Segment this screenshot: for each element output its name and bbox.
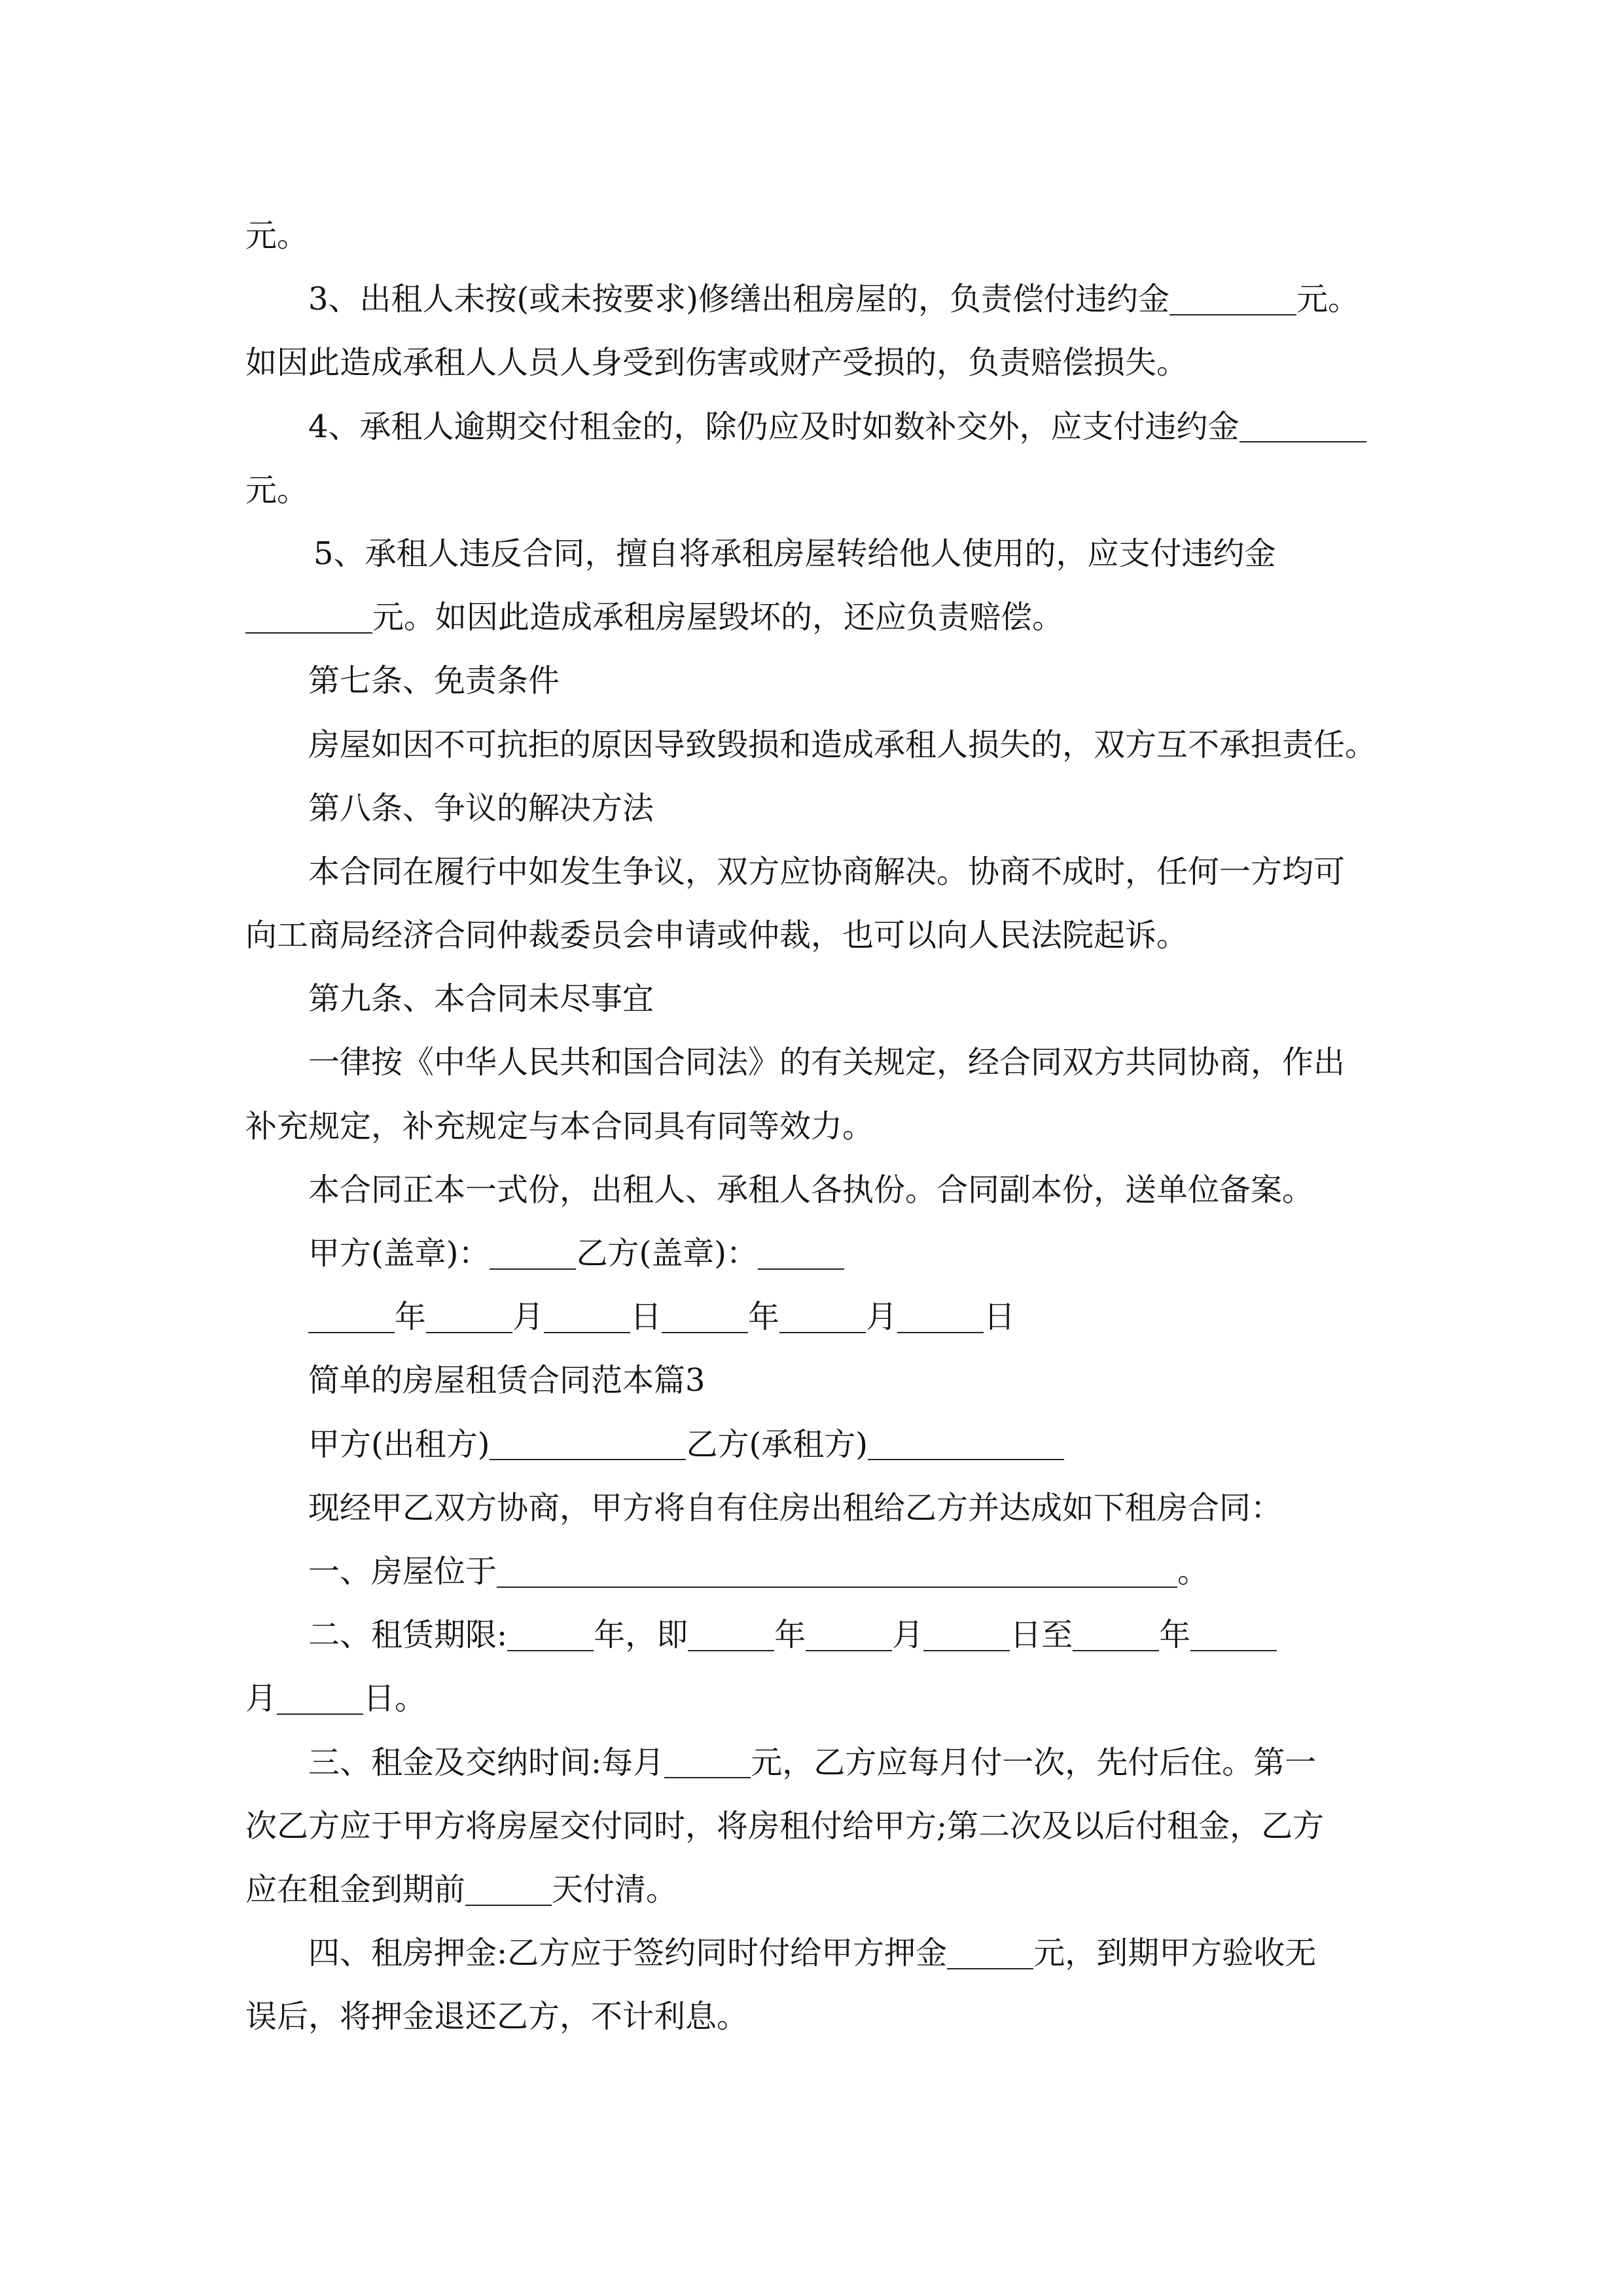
blank-field [1073, 1617, 1159, 1651]
blank-field [308, 1299, 395, 1333]
line-text: 如因此造成承租人人员人身受到伤害或财产受损的，负责赔偿损失。 [245, 344, 1188, 382]
party-a-label: 甲方(出租方) [308, 1426, 490, 1463]
blank-field [1190, 1617, 1277, 1651]
paragraph-line [245, 1158, 1378, 1222]
line-text: 四、租房押金:乙方应于签约同时付给甲方押金 [308, 1935, 948, 1972]
article-9-heading [245, 967, 1378, 1031]
line-text: 次乙方应于甲方将房屋交付同时，将房租付给甲方;第二次及以后付租金，乙方 [245, 1807, 1325, 1844]
paragraph-line [245, 1858, 1378, 1922]
line-text: 。 [1177, 1552, 1209, 1590]
blank-field [806, 1617, 892, 1651]
line-text: 三、租金及交纳时间:每月 [308, 1744, 665, 1781]
blank-field [897, 1299, 984, 1333]
date-label: 日 [984, 1299, 1016, 1336]
date-label: 日 [630, 1299, 662, 1336]
date-label: 月 [866, 1299, 898, 1336]
paragraph-line [245, 459, 1378, 522]
paragraph-line [245, 1985, 1378, 2049]
line-text: 元。 [245, 217, 309, 254]
date-line [245, 1285, 1378, 1349]
rent-line [245, 1731, 1378, 1795]
line-text: 天付清。 [552, 1871, 678, 1908]
blank-field [758, 1235, 844, 1269]
line-text: 元。 [245, 471, 309, 509]
signature-line [245, 1222, 1378, 1285]
paragraph-line [245, 840, 1378, 904]
clause-3-line [245, 268, 1378, 331]
blank-field [1240, 408, 1366, 442]
line-text: 一、房屋位于 [308, 1552, 497, 1590]
line-text: 一律按《中华人民共和国合同法》的有关规定，经合同双方共同协商，作出 [308, 1044, 1346, 1081]
paragraph-line [245, 586, 1378, 649]
blank-field [662, 1299, 748, 1333]
paragraph-line [245, 1795, 1378, 1858]
party-b-label: 乙方(承租方) [686, 1426, 868, 1463]
parties-line [245, 1413, 1378, 1477]
line-text: 年 [774, 1617, 806, 1654]
line-text: 日至 [1010, 1617, 1073, 1654]
line-text: 日。 [363, 1680, 427, 1717]
paragraph-line [245, 331, 1378, 395]
lease-term-line [245, 1604, 1378, 1667]
line-text: 元，到期甲方验收无 [1033, 1935, 1317, 1972]
blank-field [490, 1235, 576, 1269]
paragraph-line [245, 204, 1378, 268]
contract-body [245, 204, 1378, 2049]
clause-5-line [245, 522, 1378, 586]
date-label: 年 [395, 1299, 427, 1336]
line-text: 应在租金到期前 [245, 1871, 466, 1908]
house-location-line [245, 1540, 1378, 1604]
clause-4-line [245, 395, 1378, 459]
paragraph-line [245, 713, 1378, 777]
blank-field [947, 1935, 1033, 1969]
line-text: 误后，将押金退还乙方，不计利息。 [245, 1998, 749, 2036]
line-text: 房屋如因不可抗拒的原因导致毁损和造成承租人损失的，双方互不承担责任。 [308, 726, 1377, 763]
section-title [245, 1349, 1378, 1412]
line-text: 5、承租人违反合同，擅自将承租房屋转给他人使用的，应支付违约金 [313, 535, 1276, 572]
paragraph-line [245, 1477, 1378, 1540]
line-text: 年 [1159, 1617, 1191, 1654]
paragraph-line [245, 1667, 1378, 1731]
blank-field [1169, 281, 1296, 315]
line-text: 第九条、本合同未尽事宜 [308, 980, 654, 1018]
line-text: 元，乙方应每月付一次，先付后住。第一 [751, 1744, 1317, 1781]
date-label: 月 [512, 1299, 544, 1336]
line-text: 4、承租人逾期交付租金的，除仍应及时如数补交外，应支付违约金 [308, 408, 1240, 445]
line-text: 年，即 [594, 1617, 688, 1654]
line-text: 向工商局经济合同仲裁委员会申请或仲裁，也可以向人民法院起诉。 [245, 917, 1188, 954]
blank-field [426, 1299, 512, 1333]
line-text: 二、租赁期限: [308, 1617, 508, 1654]
line-text: 月 [892, 1617, 924, 1654]
paragraph-line [245, 904, 1378, 967]
line-text: 3、出租人未按(或未按要求)修缮出租房屋的，负责偿付违约金 [308, 281, 1169, 318]
party-a-seal-label: 甲方(盖章)： [308, 1235, 490, 1272]
date-label: 年 [748, 1299, 780, 1336]
blank-field [245, 599, 372, 633]
article-8-heading [245, 777, 1378, 840]
blank-field [277, 1681, 363, 1715]
line-text: 补充规定，补充规定与本合同具有同等效力。 [245, 1107, 874, 1145]
paragraph-line [245, 1031, 1378, 1094]
line-text: 元。 [1296, 281, 1360, 318]
paragraph-line [245, 1095, 1378, 1158]
line-text: 第七条、免责条件 [308, 662, 560, 700]
party-b-seal-label: 乙方(盖章)： [576, 1235, 758, 1272]
blank-field [497, 1553, 1177, 1587]
blank-field [868, 1426, 1064, 1460]
line-text: 本合同在履行中如发生争议，双方应协商解决。协商不成时，任何一方均可 [308, 853, 1346, 890]
line-text: 本合同正本一式份，出租人、承租人各执份。合同副本份，送单位备案。 [308, 1171, 1314, 1208]
line-text: 现经甲乙双方协商，甲方将自有住房出租给乙方并达成如下租房合同： [308, 1489, 1283, 1526]
blank-field [664, 1744, 751, 1778]
blank-field [465, 1871, 552, 1905]
blank-field [490, 1426, 686, 1460]
blank-field [544, 1299, 630, 1333]
article-7-heading [245, 649, 1378, 713]
line-text: 元。如因此造成承租房屋毁坏的，还应负责赔偿。 [372, 599, 1064, 636]
line-text: 月 [245, 1680, 277, 1717]
blank-field [688, 1617, 774, 1651]
line-text: 简单的房屋租赁合同范本篇3 [308, 1362, 705, 1399]
blank-field [923, 1617, 1010, 1651]
line-text: 第八条、争议的解决方法 [308, 789, 654, 827]
blank-field [507, 1617, 594, 1651]
deposit-line [245, 1922, 1378, 1985]
blank-field [779, 1299, 866, 1333]
